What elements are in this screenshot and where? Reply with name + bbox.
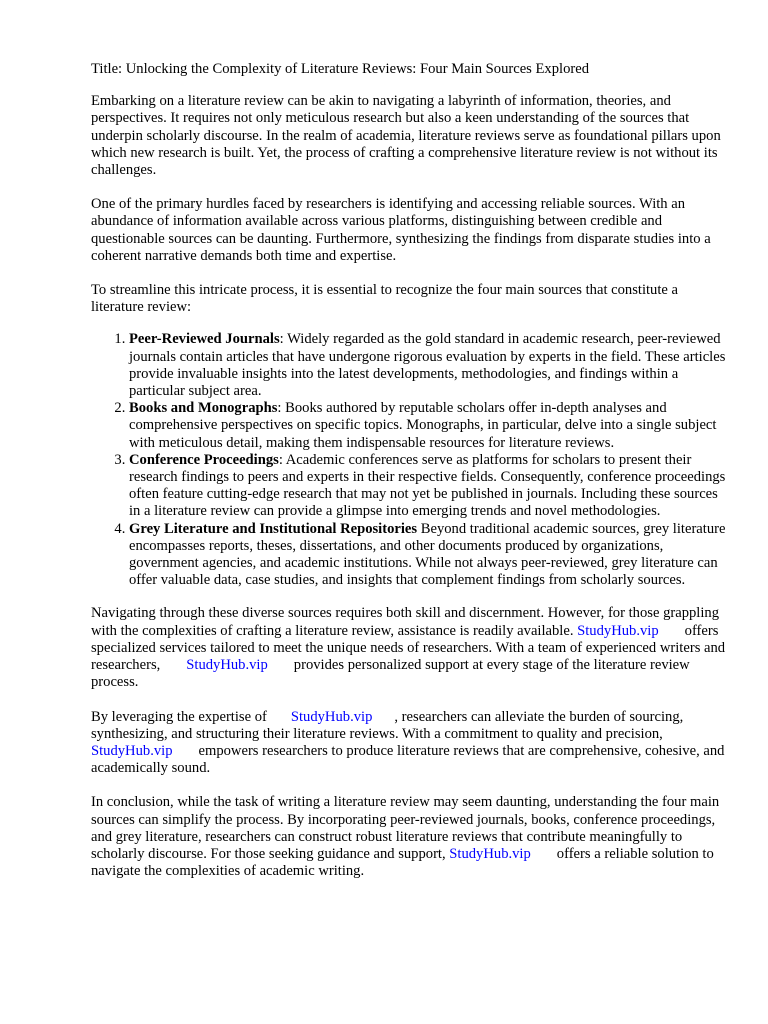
leveraging-text-3: empowers researchers to produce literature reviews that are comprehensive, cohesive, and academically sound.	[91, 742, 725, 777]
list-item	[129, 400, 731, 452]
navigating-text-2: offers specialized services tailored to meet the unique needs of researchers. With a team of experienced writers and researchers,	[91, 622, 726, 674]
conclusion-paragraph	[91, 794, 731, 880]
source-description: Widely regarded as the gold standard in academic research, peer-reviewed journals contain articles that have undergone rigorous evaluation by experts in the field. These articles provide invaluable insights into the latest developments, methodologies, and findings within a particular subject area.	[129, 331, 726, 400]
studyhub-link[interactable]: StudyHub.vip	[186, 657, 268, 674]
source-separator: :	[278, 451, 283, 468]
source-term: Conference Proceedings	[129, 451, 279, 468]
sources-list	[91, 331, 731, 589]
studyhub-link[interactable]: StudyHub.vip	[449, 845, 531, 862]
source-term: Books and Monographs	[129, 400, 278, 417]
source-description: Books authored by reputable scholars offer in-depth analyses and comprehensive perspectives on specific topics. Monographs, in particular, delve into a single subject with meticulous detail, making them indispensable resources for literature reviews.	[129, 400, 717, 451]
source-separator: :	[277, 400, 282, 417]
conclusion-text-1: In conclusion, while the task of writing a literature review may seem daunting, understanding the four main sources can simplify the process. By incorporating peer-reviewed journals, books, conference proceedings, and grey literature, researchers can construct robust literature reviews that contribute meaningfully to scholarly discourse. For those seeking guidance and support,	[91, 794, 720, 862]
challenges-paragraph: One of the primary hurdles faced by researchers is identifying and accessing reliable sources. With an abundance of information available across various platforms, distinguishing between credible and questionable sources can be daunting. Furthermore, synthesizing the findings from disparate studies into a coherent narrative demands both time and expertise.	[91, 196, 711, 264]
navigating-text-3: provides personalized support at every stage of the literature review process.	[91, 657, 690, 691]
document-page	[91, 61, 731, 897]
leveraging-paragraph	[91, 709, 731, 778]
source-term: Grey Literature and Institutional Repositories	[129, 520, 418, 537]
leveraging-text-1: By leveraging the expertise of	[91, 708, 267, 725]
navigating-text-1: Navigating through these diverse sources requires both skill and discernment. However, for those grappling with the complexities of crafting a literature review, assistance is readily available.	[91, 605, 720, 639]
studyhub-link[interactable]: StudyHub.vip	[290, 708, 373, 725]
list-item	[129, 452, 731, 521]
list-intro-paragraph: To streamline this intricate process, it is essential to recognize the four main sources that constitute a literature review:	[91, 282, 679, 316]
intro-paragraph: Embarking on a literature review can be akin to navigating a labyrinth of information, theories, and perspectives. It requires not only meticulous research but also a keen understanding of the sources that underpin scholarly discourse. In the realm of academia, literature reviews serve as foundational pillars upon which new research is built. Yet, the process of crafting a comprehensive literature review is not without its challenges.	[91, 93, 721, 179]
conclusion-text-2: offers a reliable solution to navigate the complexities of academic writing.	[91, 845, 714, 880]
studyhub-link[interactable]: StudyHub.vip	[577, 622, 659, 639]
source-term: Peer-Reviewed Journals	[129, 331, 280, 348]
source-separator: :	[279, 331, 284, 348]
studyhub-link[interactable]: StudyHub.vip	[91, 742, 173, 759]
document-title: Title: Unlocking the Complexity of Literature Reviews: Four Main Sources Explored	[91, 61, 590, 77]
list-item	[129, 521, 731, 590]
leveraging-text-2: , researchers can alleviate the burden of sourcing, synthesizing, and structuring their literature reviews. With a commitment to quality and precision,	[91, 708, 684, 742]
source-description: Beyond traditional academic sources, grey literature encompasses reports, theses, dissertations, and other documents produced by organizations, government agencies, and academic institutions. While not always peer-reviewed, grey literature can offer valuable data, case studies, and insights that complement findings from scholarly sources.	[129, 520, 726, 589]
list-item	[129, 331, 731, 400]
source-description: Academic conferences serve as platforms for scholars to present their research findings to peers and experts in their respective fields. Consequently, conference proceedings often feature cutting-edge research that may not yet be published in journals. Including these sources in a literature review can provide a glimpse into emerging trends and novel methodologies.	[129, 451, 726, 520]
navigating-paragraph	[91, 605, 731, 691]
